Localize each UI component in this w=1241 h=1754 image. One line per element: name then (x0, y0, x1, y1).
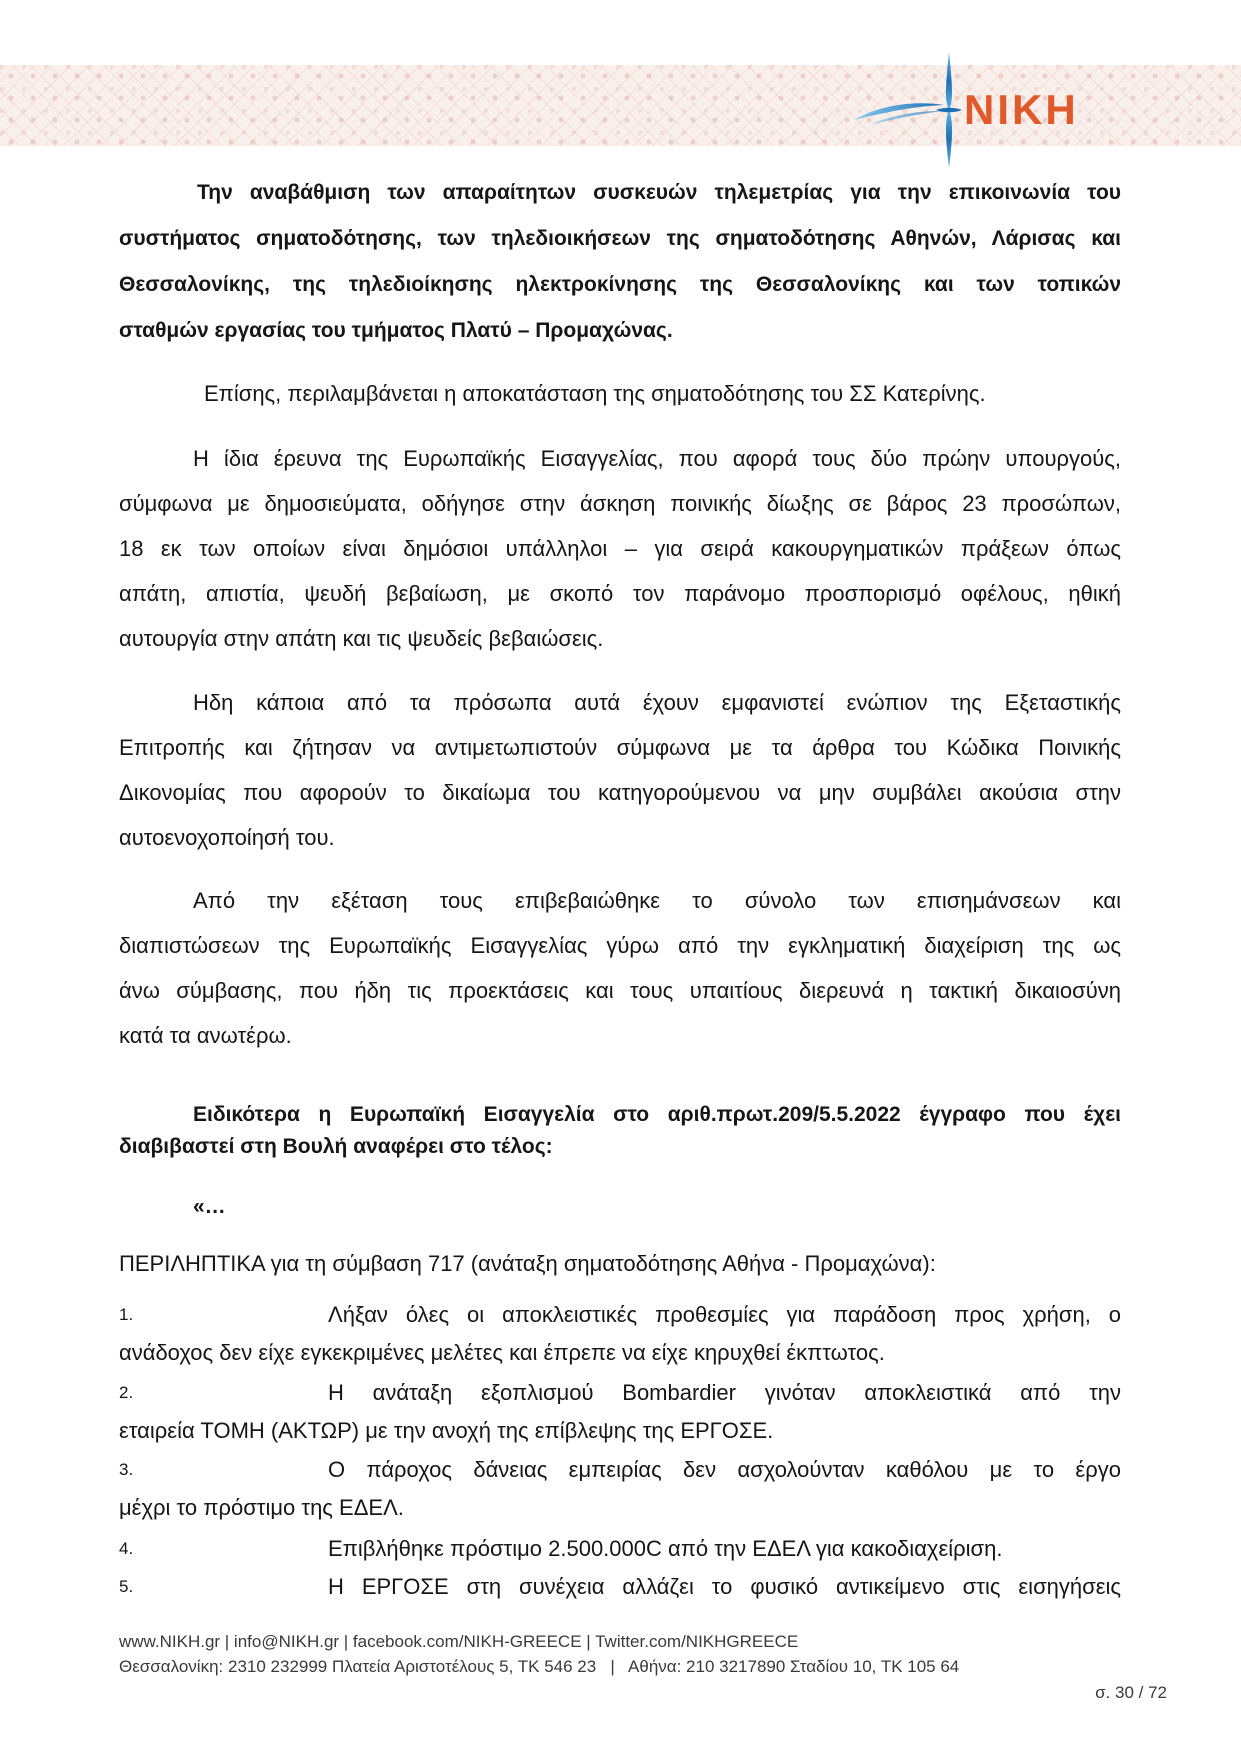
text-line: Ηδη κάποια από τα πρόσωπα αυτά έχουν εμφανιστεί ενώπιον της Εξεταστικής (193, 690, 1121, 715)
text-line: Η ανάταξη εξοπλισμού Bombardier γινόταν αποκλειστικά από την (328, 1380, 1121, 1405)
text-line: ανάδοχος δεν είχε εγκεκριμένες μελέτες και έπρεπε να είχε κηρυχθεί έκπτωτος. (119, 1340, 885, 1365)
list-item (119, 1451, 1121, 1527)
text-line: σύμφωνα με δημοσιεύματα, οδήγησε στην άσκηση ποινικής δίωξης σε βάρος 23 προσώπων, (119, 491, 1121, 516)
text-line: Ο πάροχος δάνειας εμπειρίας δεν ασχολούνταν καθόλου με το έργο (328, 1457, 1121, 1482)
text-line: εταιρεία ΤΟΜΗ (ΑΚΤΩΡ) με την ανοχή της επίβλεψης της ΕΡΓΟΣΕ. (119, 1418, 774, 1443)
nikh-logo-text: NIKH (964, 86, 1079, 133)
text-line: άνω σύμβασης, που ήδη τις προεκτάσεις και τους υπαιτίους διερευνά η τακτική δικαιοσύνη (119, 978, 1121, 1003)
text-line: διαβιβαστεί στη Βουλή αναφέρει στο τέλος: (119, 1135, 553, 1158)
star-icon (936, 52, 962, 168)
nikh-logo (850, 48, 1090, 173)
summary-heading (119, 1248, 1121, 1280)
text-line: συστήματος σηματοδότησης, των τηλεδιοικήσεων της σηματοδότησης Αθηνών, Λάρισας και (119, 227, 1121, 250)
text-line: Θεσσαλονίκης, της τηλεδιοίκησης ηλεκτροκίνησης της Θεσσαλονίκης και των τοπικών (119, 273, 1121, 296)
list-item (119, 1568, 1121, 1606)
list-number: 3. (119, 1460, 134, 1479)
text-line: Ειδικότερα η Ευρωπαϊκή Εισαγγελία στο αριθ.πρωτ.209/5.5.2022 έγγραφο που έχει (193, 1103, 1121, 1126)
page-number: σ. 30 / 72 (1095, 1683, 1167, 1702)
text-line: Επιτροπής και ζήτησαν να αντιμετωπιστούν σύμφωνα με τα άρθρα του Κώδικα Ποινικής (119, 735, 1121, 760)
list-number: 5. (119, 1577, 134, 1596)
text-line: Λήξαν όλες οι αποκλειστικές προθεσμίες για παράδοση προς χρήση, ο (328, 1302, 1121, 1327)
quote-opener (119, 1191, 1121, 1223)
text-line: Η ΕΡΓΟΣΕ στη συνέχεια αλλάζει το φυσικό αντικείμενο στις εισηγήσεις (328, 1574, 1121, 1599)
text-line: αυτουργία στην απάτη και τις ψευδείς βεβαιώσεις. (119, 626, 604, 651)
paragraph-committee (119, 680, 1121, 860)
footer-contacts: www.NIKH.gr | info@NIKH.gr | facebook.com/NIKH-GREECE | Twitter.com/NIKHGREECE (119, 1632, 799, 1651)
paragraph-findings (119, 878, 1121, 1058)
list-number: 1. (119, 1305, 134, 1324)
swoosh-icon (854, 103, 944, 125)
paragraph-katerini (119, 371, 1121, 417)
text-line: διαπιστώσεων της Ευρωπαϊκής Εισαγγελίας γύρω από την εγκληματική διαχείριση της ως (119, 933, 1121, 958)
list-number: 4. (119, 1539, 134, 1558)
text-line: 18 εκ των οποίων είναι δημόσιοι υπάλληλοι – για σειρά κακουργηματικών πράξεων όπως (119, 536, 1121, 561)
text-line: Δικονομίας που αφορούν το δικαίωμα του κατηγορούμενου να μην συμβάλει ακούσια στην (119, 780, 1121, 805)
list-number: 2. (119, 1383, 134, 1402)
text-line: απάτη, απιστία, ψευδή βεβαίωση, με σκοπό τον παράνομο προσπορισμό οφέλους, ηθική (119, 581, 1121, 606)
paragraph-prosecutor-document (119, 1099, 1121, 1163)
text-line: κατά τα ανωτέρω. (119, 1023, 292, 1048)
text-line: Επίσης, περιλαμβάνεται η αποκατάσταση της σηματοδότησης του ΣΣ Κατερίνης. (204, 381, 986, 406)
footer-addresses: Θεσσαλονίκη: 2310 232999 Πλατεία Αριστοτέλους 5, ΤΚ 546 23 | Αθήνα: 210 3217890 Σταδίου 10, ΤΚ 105 64 (119, 1657, 960, 1676)
paragraph-telemetry-upgrade (119, 170, 1121, 354)
text-line: σταθμών εργασίας του τμήματος Πλατύ – Προμαχώνας. (119, 319, 673, 342)
text-line: αυτοενοχοποίησή του. (119, 825, 335, 850)
text-line: Η ίδια έρευνα της Ευρωπαϊκής Εισαγγελίας, που αφορά τους δύο πρώην υπουργούς, (193, 446, 1121, 471)
paragraph-investigation (119, 436, 1121, 661)
text-line: Από την εξέταση τους επιβεβαιώθηκε το σύνολο των επισημάνσεων και (193, 888, 1121, 913)
list-item (119, 1374, 1121, 1450)
list-item (119, 1530, 1121, 1568)
text-line: Επιβλήθηκε πρόστιμο 2.500.000C από την ΕΔΕΛ για κακοδιαχείριση. (328, 1536, 1003, 1561)
list-item (119, 1296, 1121, 1372)
text-line: «… (193, 1195, 226, 1218)
text-line: μέχρι το πρόστιμο της ΕΔΕΛ. (119, 1495, 404, 1520)
text-line: Την αναβάθμιση των απαραίτητων συσκευών τηλεμετρίας για την επικοινωνία του (197, 181, 1121, 204)
text-line: ΠΕΡΙΛΗΠΤΙΚΑ για τη σύμβαση 717 (ανάταξη σηματοδότησης Αθήνα - Προμαχώνα): (119, 1251, 936, 1276)
